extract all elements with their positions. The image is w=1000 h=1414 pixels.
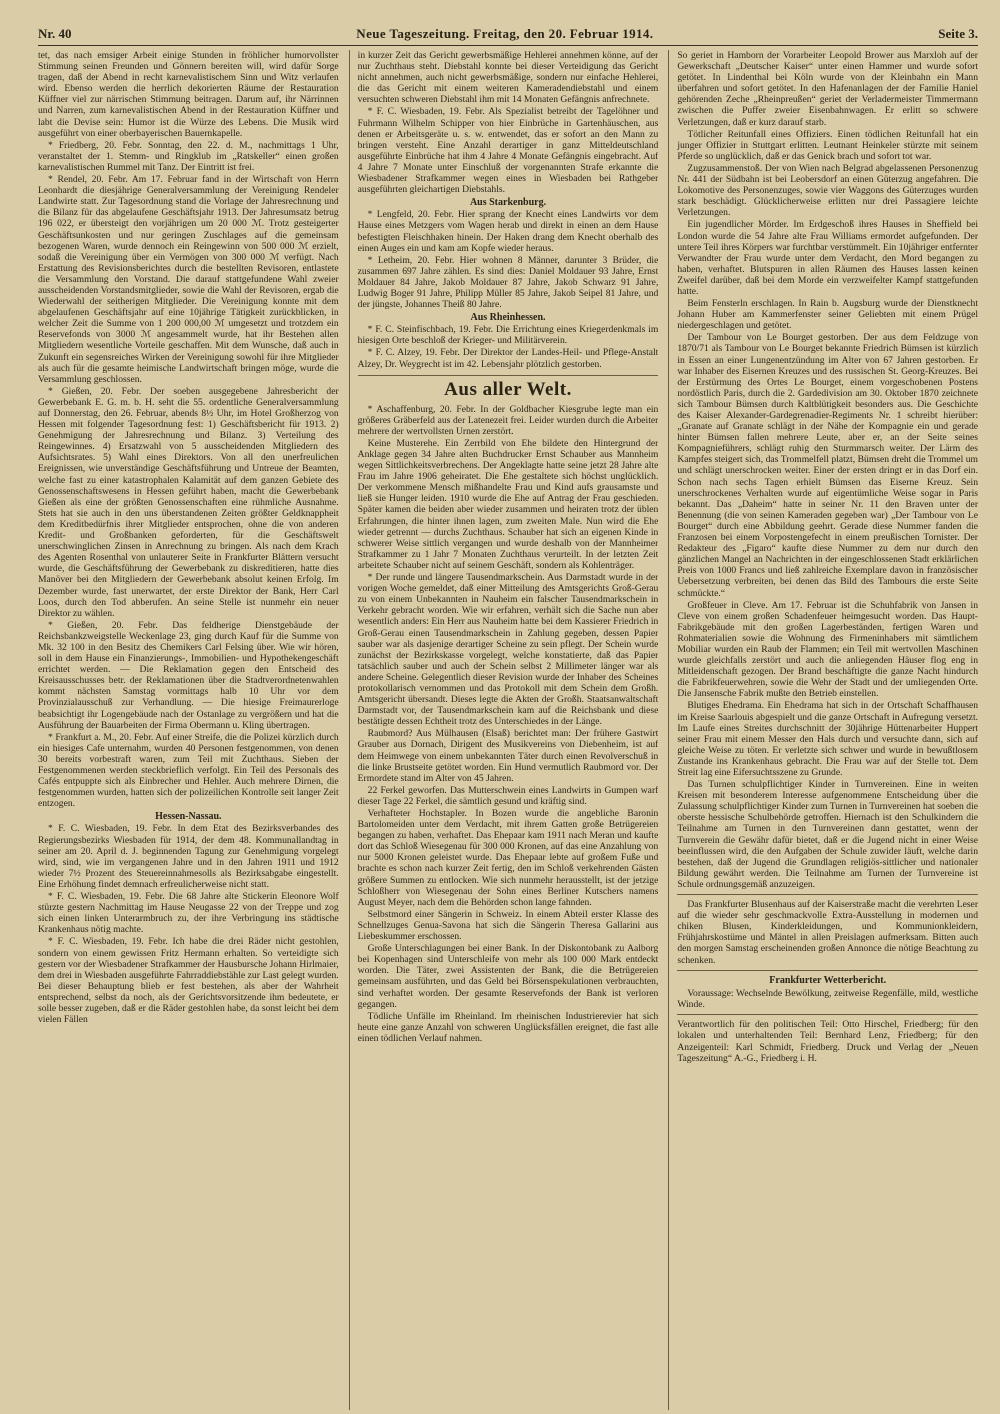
article: * Letheim, 20. Febr. Hier wohnen 8 Männer, darunter 3 Brüder, die zusammen 697 Jahre zählen. Es sind dies: Daniel Moldauer 93 Jahre, Ernst Moldauer 84 Jahre, Jakob Moldauer 87 Jahre, Jakob Schwarz 91 Jahre, Ludwig Boger 91 Jahre, Philipp Müller 85 Jahre, Jakob Seipel 81 Jahre, und der jüngste, Johannes Theiß 80 Jahre. xyxy=(357,254,659,311)
article: * F. C. Wiesbaden, 19. Febr. Die 68 Jahre alte Stickerin Eleonore Wolf stürzte gestern Nachmittag im Hause Neugasse 22 von der Treppe und zog sich einen linken Unterarmbruch zu, der ihre Verbringung ins städtische Krankenhaus nötig machte. xyxy=(38,891,339,936)
article: * Lengfeld, 20. Febr. Hier sprang der Knecht eines Landwirts vor dem Hause eines Metzgers vom Wagen herab und direkt in einen an dem Hause befestigten Fleischhaken hinein. Der Haken drang dem Knecht oberhalb des einen Auges ein und kam am Kopfe wieder heraus. xyxy=(357,209,659,254)
article: Der Tambour von Le Bourget gestorben. Der aus dem Feldzuge von 1870/71 als Tambour von Le Bourget bekannte Friedrich Bümsen ist kürzlich in Essen an einer Lungenentzündung im Alter von 67 Jahren gestorben. Er war Inhaber des Eisernen Kreuzes und des russischen St. Georg-Kreuzes. Bei der Erstürmung des Ortes Le Bourget, einem vorgeschobenen Postens nordöstlich Paris, durch die 2. Gardedivision am 30. Oktober 1870 zeichnete sich Tambour Bümsen durch Kaltblütigkeit besonders aus. Die Geschichte des Kaiser Alexander-Gardegrenadier-Regiments Nr. 1 schreibt hierüber: „Granate auf Granate schlägt in der Nähe der Kompagnie ein und gerade hinter Bümsen fallen mehrere Leute, aber er, an der Seite seines Kompagnieführers, schlägt ruhig den Sturmmarsch weiter. Der Lärm des Kampfes steigert sich, das Trommelfell platzt, Bümsen dreht die Trommel um und schlägt unerschrocken weiter. Einer der ersten dringt er in das Dorf ein. Schon nach sechs Tagen erhielt Bümsen das Eiserne Kreuz. Sein unerschrockenes Verhalten wurde auf eigentümliche Weise sogar in Paris bekannt. Das „Daheim“ hatte in seiner Nr. 11 den Braven unter der Benennung (die von seinen Kameraden gegeben war) „Der Tambour von Le Bourget“ durch eine Abbildung geehrt. Gerade diese Nummer fanden die Franzosen bei einem Vorpostengefecht in einem preußischen Tornister. Der Redakteur des „Figaro“ kaufte diese Nummer zu dem nur durch den gänzlichen Mangel an Nachrichten in der eingeschlossenen Stadt erklärlichen Preis von 1000 Francs und ließ zahlreiche Exemplare davon in französischer Uebersetzung verbreiten, bei denen das Bild des Tambours die erste Seite schmückte.“ xyxy=(677,332,979,599)
page-header xyxy=(38,26,978,46)
article: in kurzer Zeit das Gericht gewerbsmäßige Hehlerei annehmen könne, auf der nur Zuchthaus steht. Diebstahl konnte bei dieser Verteidigung das Gericht nicht annehmen, auch nicht gewerbsmäßige, sondern nur einfache Hehlerei, die das Gericht mit einem weiteren Kameradendiebstahl und einem versuchten schweren Diebstahl ihm mit 14 Monaten Gefängnis anfrechnete. xyxy=(357,50,659,106)
divider xyxy=(677,894,978,895)
section-heading: Aus Rheinhessen. xyxy=(470,312,546,324)
article: Raubmord? Aus Mülhausen (Elsaß) berichtet man: Der frühere Gastwirt Grauber aus Dornach, Dirigent des Musikvereins von Diebenheim, ist auf dem Heimwege von einem unbekannten Täter durch einen Revolverschuß in die linke Brustseite getötet worden. Ein Hund vermutlich Raubmord vor. Der Ermordete stand im Alter von 45 Jahren. xyxy=(357,728,659,784)
advertisement: Das Frankfurter Blusenhaus auf der Kaiserstraße macht die verehrten Leser auf die wieder sehr geschmackvolle Extra-Ausstellung in modernen und chiken Blusen, Kinderkleidungen, und Kommunionkleidern, Frühjahrskostüme und Mäntel in allen Preislagen aufmerksam. Bitten auch den morgen Samstag erscheinenden großen Annonce die nötige Beachtung zu schenken. xyxy=(677,899,979,966)
article: Verhafteter Hochstapler. In Bozen wurde die angebliche Baronin Bartolomeiden unter dem Verdacht, mit ihrem Gatten große Betrügereien begangen zu haben, verhaftet. Das Ehepaar kam 1911 nach Meran und kaufte dort das Schloß Wiesegenau für 300 000 Kronen, auf das eine Anzahlung von nur 5000 Kronen geleistet wurde. Das Ehepaar lebte auf großem Fuße und brachte es schon nach kurzer Zeit fertig, den im Schloß verkehrenden Gästen größere Summen zu entlocken. Wie sich nunmehr herausstellt, ist der jetzige Schloßherr von Wiesegenau der Sohn eines Berliner Kutschers namens August Meyer, nach dem die Behörden schon lange fahnden. xyxy=(357,808,659,908)
article: * F. C. Wiesbaden, 19. Febr. Ich habe die drei Räder nicht gestohlen, sondern von einem gewissen Fritz Hermann erhalten. So verteidigte sich gestern vor der Wiesbadener Strafkammer der Hausbursche Johann Hirlmaier, dem drei in Wiesbaden ausgeführte Fahrraddiebstähle zur Last gelegt wurden. Bei dieser Behauptung blieb er fest bestehen, als aber der Wahrheit entsprechend, selbst da noch, als der Gerichtsvorsitzende ihm bedeutete, er solle besser zugeben, daß er die Räder gestohlen habe, da sonst leicht bei dem vielen Fällen xyxy=(38,936,339,1026)
article: 22 Ferkel geworfen. Das Mutterschwein eines Landwirts in Gumpen warf dieser Tage 22 Ferkel, die sämtlich gesund und kräftig sind. xyxy=(357,784,659,807)
article: * Gießen, 20. Febr. Das feldherige Dienstgebäude der Reichsbankzweigstelle Weckenlage 23, ging durch Kauf für die Summe von Mk. 32 100 in den Besitz des Chemikers Carl Felsing über. Wie wir hören, soll in dem Hause ein Finanzierungs-, Immobilien- und Hypothekengeschäft errichtet werden. — Die Reklamation gegen den Entscheid des Kreisausschusses betr. der Reklamationen über die Stadtverordnetenwahlen kommt nächsten Samstag vormittags halb 10 Uhr vor dem Provinzialausschuß zur Verhandlung. — Die hiesige Freimaurerloge beabsichtigt ihr Logengebäude nach der Ostanlage zu vergrößern und hat die Ausführung der Bauarbeiten der Firma Obermann u. Kling übertragen. xyxy=(38,619,339,731)
section-heading: Aus Starkenburg. xyxy=(469,197,547,209)
column-1 xyxy=(38,50,339,1410)
article: Große Unterschlagungen bei einer Bank. In der Diskontobank zu Aalborg bei Kopenhagen sind Unterschleife von mehr als 100 000 Mark entdeckt worden. Die Täter, zwei Assistenten der Bank, die die Betrügereien gemeinsam ausführten, und das Geld bei Börsenspekulationen verbrauchten, sind verhaftet worden. Der gesamte Reservefonds der Bank ist verloren gegangen. xyxy=(357,943,659,1010)
column-3 xyxy=(668,50,978,1410)
section-heading: Hessen-Nassau. xyxy=(155,811,222,823)
article: Tödliche Unfälle im Rheinland. Im rheinischen Industrierevier hat sich heute eine ganze Anzahl von schweren Unglücksfällen ereignet, die fast alle einen tödlichen Verlauf nahmen. xyxy=(357,1010,659,1044)
article: Tötlicher Reitunfall eines Offiziers. Einen tödlichen Reitunfall hat ein junger Offizier in Stuttgart erlitten. Leutnant Heinkeler stürzte mit seinem Pferde so unglücklich, daß er das Genick brach und sofort tot war. xyxy=(677,128,979,162)
article: Zugzusammenstoß. Der von Wien nach Belgrad abgelassenen Personenzug Nr. 441 der Südbahn ist bei Leobersdorf an einen Güterzug angefahren. Die Lokomotive des Personenzuges, sowie vier Waggons des Güterzuges wurden stark beschädigt. Glücklicherweise erlitten nur drei Passagiere leichte Verletzungen. xyxy=(677,162,979,219)
article: Blutiges Ehedrama. Ein Ehedrama hat sich in der Ortschaft Schaffhausen im Kreise Saarlouis abgespielt und die ganze Ortschaft in Aufregung versetzt. Im Laufe eines Streites durchschnitt der 30jährige Hüttenarbeiter Huppert seiner Frau mit einem Messer den Hals durch und versuchte dann, sich auf gleiche Weise zu töten. Er verletzte sich schwer und wurde in bewußtlosem Zustande ins Krankenhaus gebracht. Die Frau war auf der Stelle tot. Dem Streit lag eine Eifersuchtsszene zu Grunde. xyxy=(677,700,979,778)
article: * F. C. Alzey, 19. Febr. Der Direktor der Landes-Heil- und Pflege-Anstalt Alzey, Dr. Weygrecht ist im 42. Lebensjahr plötzlich gestorben. xyxy=(357,347,659,370)
article: * Friedberg, 20. Febr. Sonntag, den 22. d. M., nachmittags 1 Uhr, veranstaltet der 1. Stemm- und Ringklub im „Ratskeller“ einen großen karnevalistischen Rummel mit Tanz. Der Eintritt ist frei. xyxy=(38,139,339,173)
article: * Rendel, 20. Febr. Am 17. Februar fand in der Wirtschaft von Herrn Leonhardt die diesjährige Generalversammlung der Vereinigung Rendeler Landwirte statt. Zur Tagesordnung stand die Vorlage der Jahresrechnung und die Bilanz für das abgelaufene Geschäftsjahr 1913. Der Jahresumsatz betrug 196 022, er übersteigt den vorjährigen um 20 000 ℳ. Trotz gesteigerter Geschäftsunkosten und nur geringen Zuschlages auf die gemeinsam bezogenen Waren, wurde dennoch ein Reingewinn von 500 000 ℳ erzielt, sodaß die Vereinigung über ein Vermögen von 300 000 ℳ verfügt. Nach Erstattung des Revisionsberichtes durch die bestellten Revisoren, entlastete die Versammlung den Vorstand. Die darauf stattgefundene Wahl zweier ausscheidenden Vorstandsmitglieder, sowie die Wahl der Revisoren, ergab die Wiederwahl der seitherigen Mitglieder. Die Vereinigung konnte mit dem abgelaufenen Geschäftsjahr auf eine 10jährige Tätigkeit zurückblicken, in welcher Zeit die Summe von 1 200 000,00 ℳ umgesetzt und trotzdem ein Reservefonds von 3000 ℳ angesammelt wurde, hat ihr Bestehen allen Mitgliedern wesentliche Vorteile geschaffen. Mit dem Wunsche, daß auch in Zukunft ein segensreiches Wirken der Vereinigung sowohl für ihre Mitglieder als auch für die gesamte heimische Landwirtschaft bringen möge, wurde die Versammlung geschlossen. xyxy=(38,174,339,385)
article: Das Turnen schulpflichtiger Kinder in Turnvereinen. Eine in weiten Kreisen mit besonderem Interesse aufgenommene Entscheidung über die Zulassung schulpflichtiger Kinder zum Turnen in Turnvereinen hat soeben die oberste hessische Schulbehörde getroffen. Hiernach ist den Schulkindern die Teilnahme am Turnen in den Turnvereinen dann gestattet, wenn der Turnverein die Gewähr dafür bietet, daß er die Jugend nicht in einer Weise beeinflussen wird, die den Aufgaben der Schule zuwider läuft, welche darin bestehen, daß der Jugend die Grundlagen religiös-sittlicher und nationaler Bildung gewährt werden. Die Teilnahme am Turnen der Turnvereine ist Schule ordnungsgemäß anzuzeigen. xyxy=(677,779,979,890)
article: tet, das nach emsiger Arbeit einige Stunden in fröhlicher humorvollster Stimmung seinen Freunden und Gönnern bereiten will, wird dafür Sorge tragen, daß der Abend in recht karnevalistischem Sinn und Witz verlaufen wird. Ebenso werden die herrlich dekorierten Räume der Restauration Küffner viel zur närrischen Stimmung beitragen. Darum auf, ihr Närrinnen und Narren, zum karnevalistischen Abend in der Restauration Küffner und labt die Devise sein: Humor ist die Würze des Lebens. Die Musik wird ausgeführt von einer oberbayerischen Bauernkapelle. xyxy=(38,50,339,139)
article: Keine Musterehe. Ein Zerrbild von Ehe bildete den Hintergrund der Anklage gegen 34 Jahre alten Buchdrucker Ernst Schauber aus Mannheim wegen Sittlichkeitsverbrechens. Der Angeklagte hatte seine jetzt 28 Jahre alte Frau im Jahre 1906 geheiratet. Die Ehe gestaltete sich höchst unglücklich. Der verkommene Mensch mißhandelte Frau und Kind aufs grausamste und ließ sie Hunger leiden. 1910 wurde die Ehe auf Antrag der Frau geschieden. Später kamen die beiden aber wieder zusammen und heiraten trotz der üblen Erfahrungen, die hinter ihnen lagen, zum zweiten Male. Nun wird die Ehe wieder getrennt — durchs Zuchthaus. Schauber hat sich an eigenen Kinde in schwerer Weise sittlich vergangen und wurde deshalb von der Mannheimer Strafkammer zu 1 Jahr 7 Monaten Zuchthaus verurteilt. In der letzten Zeit arbeitete Schauber nicht auf seinem Geschäft, sondern als Kohlenträger. xyxy=(357,437,659,571)
article: * Der runde und längere Tausendmarkschein. Aus Darmstadt wurde in der vorigen Woche gemeldet, daß einer Mitteilung des Amtsgerichts Groß-Gerau zu von einem Unbekannten in Nauheim ein falscher Tausendmarkschein in Verkehr gebracht worden. Wie wir erfahren, verhält sich die Sache nun aber wesentlich anders: Ein Herr aus Nauheim hatte bei dem Kassierer Friedrich in Groß-Gerau einen Tausendmarkschein in Zahlung gegeben, dessen Papier sauber war als dasjenige derartiger Scheine zu sein pflegt. Der Schein wurde zunächst der Bezirkskasse vorgelegt, welche konstatierte, daß das Papier tatsächlich sauber und auch der Schein selbst 2 Millimeter länger war als andere Scheine. Gelegentlich dieser Revision wurde der Inhaber des Scheines protokollarisch vernommen und das Protokoll mit dem Schein dem Großh. Amtsgericht übersandt. Dieses legte die Akten der Großh. Staatsanwaltschaft Darmstadt vor, der Tausendmarkschein kam auf die Reichsbank und diese bestätigte dessen Echtheit trotz des Unterschiedes in der Länge. xyxy=(357,572,659,728)
article: * Aschaffenburg, 20. Febr. In der Goldbacher Kiesgrube legte man ein größeres Gräberfeld aus der Latenezeit frei. Leider wurden durch die Arbeiter mehrere der wertvollsten Urnen zerstört. xyxy=(357,403,659,437)
article: * Gießen, 20. Febr. Der soeben ausgegebene Jahresbericht der Gewerbebank E. G. m. b. H. seht die 55. ordentliche Generalversammlung auf Donnerstag, den 26. Februar, abends 8½ Uhr, im Hotel Großherzog von Hessen mit folgender Tagesordnung fest: 1) Geschäftsbericht für 1913. 2) Genehmigung der Jahresrechnung und Bilanz. 3) Verteilung des Reingewinnes. 4) Ersatzwahl von 5 ausscheidenden Mitgliedern des Aufsichtsrates. 5) Wahl eines Direktors. Von all den unerfreulichen Ereignissen, wie unverständige Geschäftsführung und Untreue der Beamten, welche fast zu einer katastrophalen Kalamität auf dem ganzen Gebiete des Genossenschaftswesens in Hessen geführt haben, macht die Gewerbebank Gießen als eine der größten Genossenschaften eine rühmliche Ausnahme. Stets hat sie auch in den uns überstandenen Zeiten größter Geldknappheit dem Kreditbedürfnis ihrer Mitglieder entsprochen, ohne die von anderen Kredit- und Großbanken geforderten, für die Geschäftswelt unerschwinglichen Zinsen in Anrechnung zu bringen. Als nach dem Krach des Agenten Rosenthal von unlauterer Seite in Frankfurter Blättern versucht wurde, die Geschäftsführung der Gewerbebank zu diskreditieren, hatte dies Manöver bei den Mitgliedern der Gewerbebank absolut keinen Erfolg. Im Dezember wurde, fast unerwartet, der erste Direktor der Bank, Herr Carl Loos, durch den Tod abberufen. An seine Stelle ist nunmehr ein neuer Direktor zu wählen. xyxy=(38,385,339,619)
section-title: Aus aller Welt. xyxy=(358,375,659,401)
article: So geriet in Hamborn der Vorarbeiter Leopold Brower aus Marxloh auf der Gewerkschaft „Deutscher Kaiser“ unter einen Hammer und wurde sofort getötet. In Lindenthal bei Köln wurde von der Kleinbahn ein Mann überfahren und sofort getötet. In den Hafenanlagen der der Familie Haniel gehörenden Zeche „Rheinpreußen“ geriet der Verladermeister Timmermann zwischen die Puffer zweier Eisenbahnwagen. Er erlitt so schwere Verletzungen, daß er kurz darauf starb. xyxy=(677,50,979,128)
imprint: Verantwortlich für den politischen Teil: Otto Hirschel, Friedberg; für den lokalen und unterhaltenden Teil: Bernhard Lenz, Friedberg; für den Anzeigenteil: Karl Schmidt, Friedberg. Druck und Verlag der „Neuen Tageszeitung“ A.-G., Friedberg i. H. xyxy=(677,1018,979,1065)
issue-number: Nr. 40 xyxy=(38,26,72,41)
columns xyxy=(38,50,978,1410)
column-2 xyxy=(349,50,659,1410)
divider xyxy=(677,1014,978,1015)
article: * F. C. Steinfischbach, 19. Febr. Die Errichtung eines Kriegerdenkmals im hiesigen Orte beschloß der Krieger- und Militärverein. xyxy=(357,324,659,347)
article: Selbstmord einer Sängerin in Schweiz. In einem Abteil erster Klasse des Schnellzuges Genua-Savona hat sich die Sängerin Theresa Gallarini aus Liebeskummer erschossen. xyxy=(357,908,659,943)
weather-forecast: Voraussage: Wechselnde Bewölkung, zeitweise Regenfälle, mild, westliche Winde. xyxy=(677,987,979,1010)
article: * F. C. Wiesbaden, 19. Febr. Als Spezialist betreibt der Tagelöhner und Fuhrmann Wilhelm Schipper von hier Einbrüche in Gartenhäuschen, aus denen er Arbeitsgeräte u. s. w. entwendet, das er sofort an den Mann zu bringen versteht. Eine Anzahl derartiger in ganz Mitteldeutschland ausgeführte Einbrüche hat ihm 4 Jahre 4 Monate Gefängnis eingebracht. Auf 4 Jahre 7 Monate unter Einschluß der vorgenannten Strafe erkannte die Wiesbadener Strafkammer wegen eines in Wiesbaden bei Rathgeber ausgeführten gleichartigen Diebstahls. xyxy=(357,106,659,196)
article: Ein jugendlicher Mörder. Im Erdgeschoß ihres Hauses in Sheffield bei London wurde die 54 Jahre alte Frau Williams ermordet aufgefunden. Der untere Teil ihres Körpers war furchtbar verstümmelt. Ein 10jähriger entfernter Verwandter der Frau wurde unter dem Verdacht, den Mord begangen zu haben, verhaftet. Blutspuren in allen Räumen des Hauses lassen keinen Zweifel darüber, daß bei dem Morde ein verzweifelter Kampf stattgefunden hatte. xyxy=(677,219,979,297)
page-number: Seite 3. xyxy=(938,26,978,41)
article: Großfeuer in Cleve. Am 17. Februar ist die Schuhfabrik von Jansen in Cleve von einem großen Schadenfeuer heimgesucht worden. Das Haupt-Fabrikgebäude mit den großen Lagerbeständen, fertigen Waren und Rohmaterialien sowie die Wohnung des Firmeninhabers mit sämtlichem Mobiliar wurden ein Raub der Flammen; ein Teil mit wertvollen Maschinen wurde gleichfalls zerstört und auch die anliegenden Häuser flog eng in Mitleidenschaft gezogen. Der Brand beschäftigte die ganze Nacht hindurch die Fabrikfeuerwehren, sowie die Wehr der Stadt und der umliegenden Orte. Die Jansensche Fabrik mußte den Betrieb einstellen. xyxy=(677,599,979,700)
article: * F. C. Wiesbaden, 19. Febr. In dem Etat des Bezirksverbandes des Regierungsbezirks Wiesbaden für 1914, der dem 48. Kommunallandtag in seiner am 20. April d. J. beginnenden Tagung zur Genehmigung vorgelegt wird, sind, wie im vergangenen Jahre und in den Jahren 1911 und 1912 wieder 7½ Prozent des Steuereinnahmesolls als Bezirksabgabe eingestellt. Eine Erhöhung findet demnach erfreulicherweise nicht statt. xyxy=(38,823,339,890)
divider xyxy=(677,970,978,971)
article: * Frankfurt a. M., 20. Febr. Auf einer Streife, die die Polizei kürzlich durch ein hiesiges Cafe unternahm, wurden 40 Personen festgenommen, von denen 30 bereits vorbestraft waren, zum Teil mit Zuchthaus. Sieben der Festgenommenen werden steckbrieflich verfolgt. Ein Teil des Personals des Cafés entpuppte sich als Einbrecher und Hehler. Auch mehrere Dirnen, die festgenommen wurden, hatten sich der polizeilichen Kontrolle seit langer Zeit entzogen. xyxy=(38,731,339,810)
weather-heading: Frankfurter Wetterbericht. xyxy=(769,974,887,986)
masthead: Neue Tageszeitung. Freitag, den 20. Februar 1914. xyxy=(356,26,654,41)
article: Beim Fensterln erschlagen. In Rain b. Augsburg wurde der Dienstknecht Johann Huber am Kammerfenster seiner Geliebten mit einem Prügel niedergeschlagen und getötet. xyxy=(677,298,979,332)
